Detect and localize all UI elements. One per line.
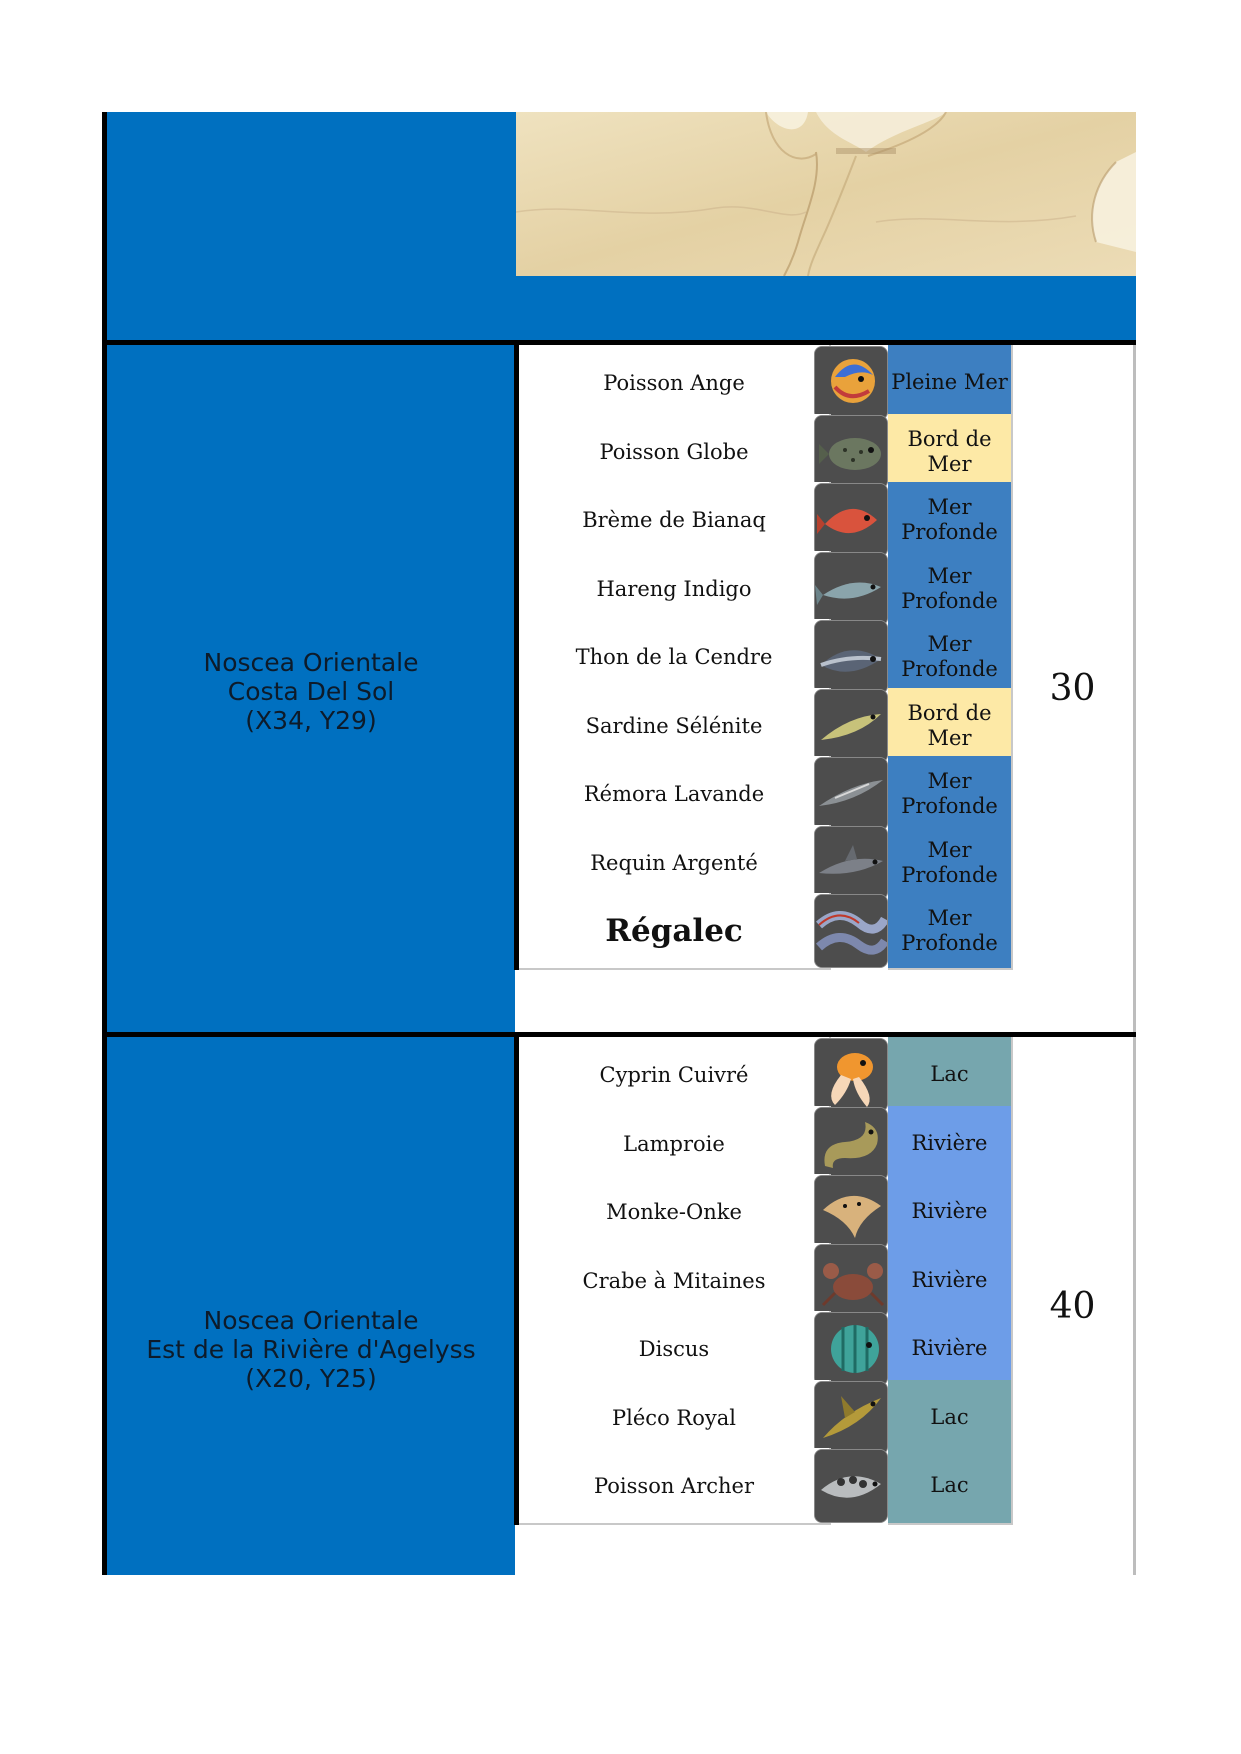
water-type: Mer Profonde [888, 756, 1013, 833]
zone-label: Noscea Orientale Est de la Rivière d'Agelyss (X20, Y25) [146, 1306, 476, 1393]
water-type: Rivière [888, 1243, 1013, 1320]
oarfish-icon [814, 894, 888, 968]
discus-icon [814, 1312, 888, 1386]
water-type: Mer Profonde [888, 619, 1013, 696]
water-type: Rivière [888, 1106, 1013, 1183]
water-type: Rivière [888, 1174, 1013, 1251]
fish-name: Lamproie [519, 1106, 831, 1183]
water-type: Lac [888, 1448, 1013, 1525]
water-type: Mer Profonde [888, 482, 1013, 559]
fish-name: Sardine Sélénite [519, 688, 831, 765]
fish-name: Rémora Lavande [519, 756, 831, 833]
fish-name: Poisson Ange [519, 345, 831, 422]
tuna-icon [814, 620, 888, 694]
remora-icon [814, 757, 888, 831]
fish-name: Brème de Bianaq [519, 482, 831, 559]
water-type: Bord de Mer [888, 688, 1013, 765]
water-type: Mer Profonde [888, 825, 1013, 902]
water-type: Lac [888, 1380, 1013, 1457]
pufferfish-icon [814, 415, 888, 489]
water-type: Mer Profonde [888, 893, 1013, 970]
goldfish-icon [814, 1038, 888, 1112]
pleco-icon [814, 1381, 888, 1455]
fish-name: Poisson Archer [519, 1448, 831, 1525]
level-cell: 40 [1012, 1037, 1136, 1575]
fish-name: Poisson Globe [519, 414, 831, 491]
map-illustration [516, 112, 1136, 276]
fish-name: Cyprin Cuivré [519, 1037, 831, 1114]
ray-icon [814, 1175, 888, 1249]
water-type: Mer Profonde [888, 551, 1013, 628]
level-cell: 30 [1012, 345, 1136, 1032]
fish-name: Crabe à Mitaines [519, 1243, 831, 1320]
fish-name: Régalec [519, 893, 831, 970]
fish-name: Thon de la Cendre [519, 619, 831, 696]
fish-name: Pléco Royal [519, 1380, 831, 1457]
bream-icon [814, 483, 888, 557]
fish-name: Monke-Onke [519, 1174, 831, 1251]
archerfish-icon [814, 1449, 888, 1523]
zone-label: Noscea Orientale Costa Del Sol (X34, Y29) [203, 648, 419, 735]
water-type: Rivière [888, 1311, 1013, 1388]
fish-name: Hareng Indigo [519, 551, 831, 628]
herring-icon [814, 552, 888, 626]
water-type: Bord de Mer [888, 414, 1013, 491]
region-map-image [516, 112, 1136, 276]
fish-name: Discus [519, 1311, 831, 1388]
shark-icon [814, 826, 888, 900]
sardine-icon [814, 689, 888, 763]
water-type: Lac [888, 1037, 1013, 1114]
lamprey-icon [814, 1107, 888, 1181]
fish-name: Requin Argenté [519, 825, 831, 902]
water-type: Pleine Mer [888, 345, 1013, 422]
angelfish-icon [814, 346, 888, 420]
crab-icon [814, 1244, 888, 1318]
